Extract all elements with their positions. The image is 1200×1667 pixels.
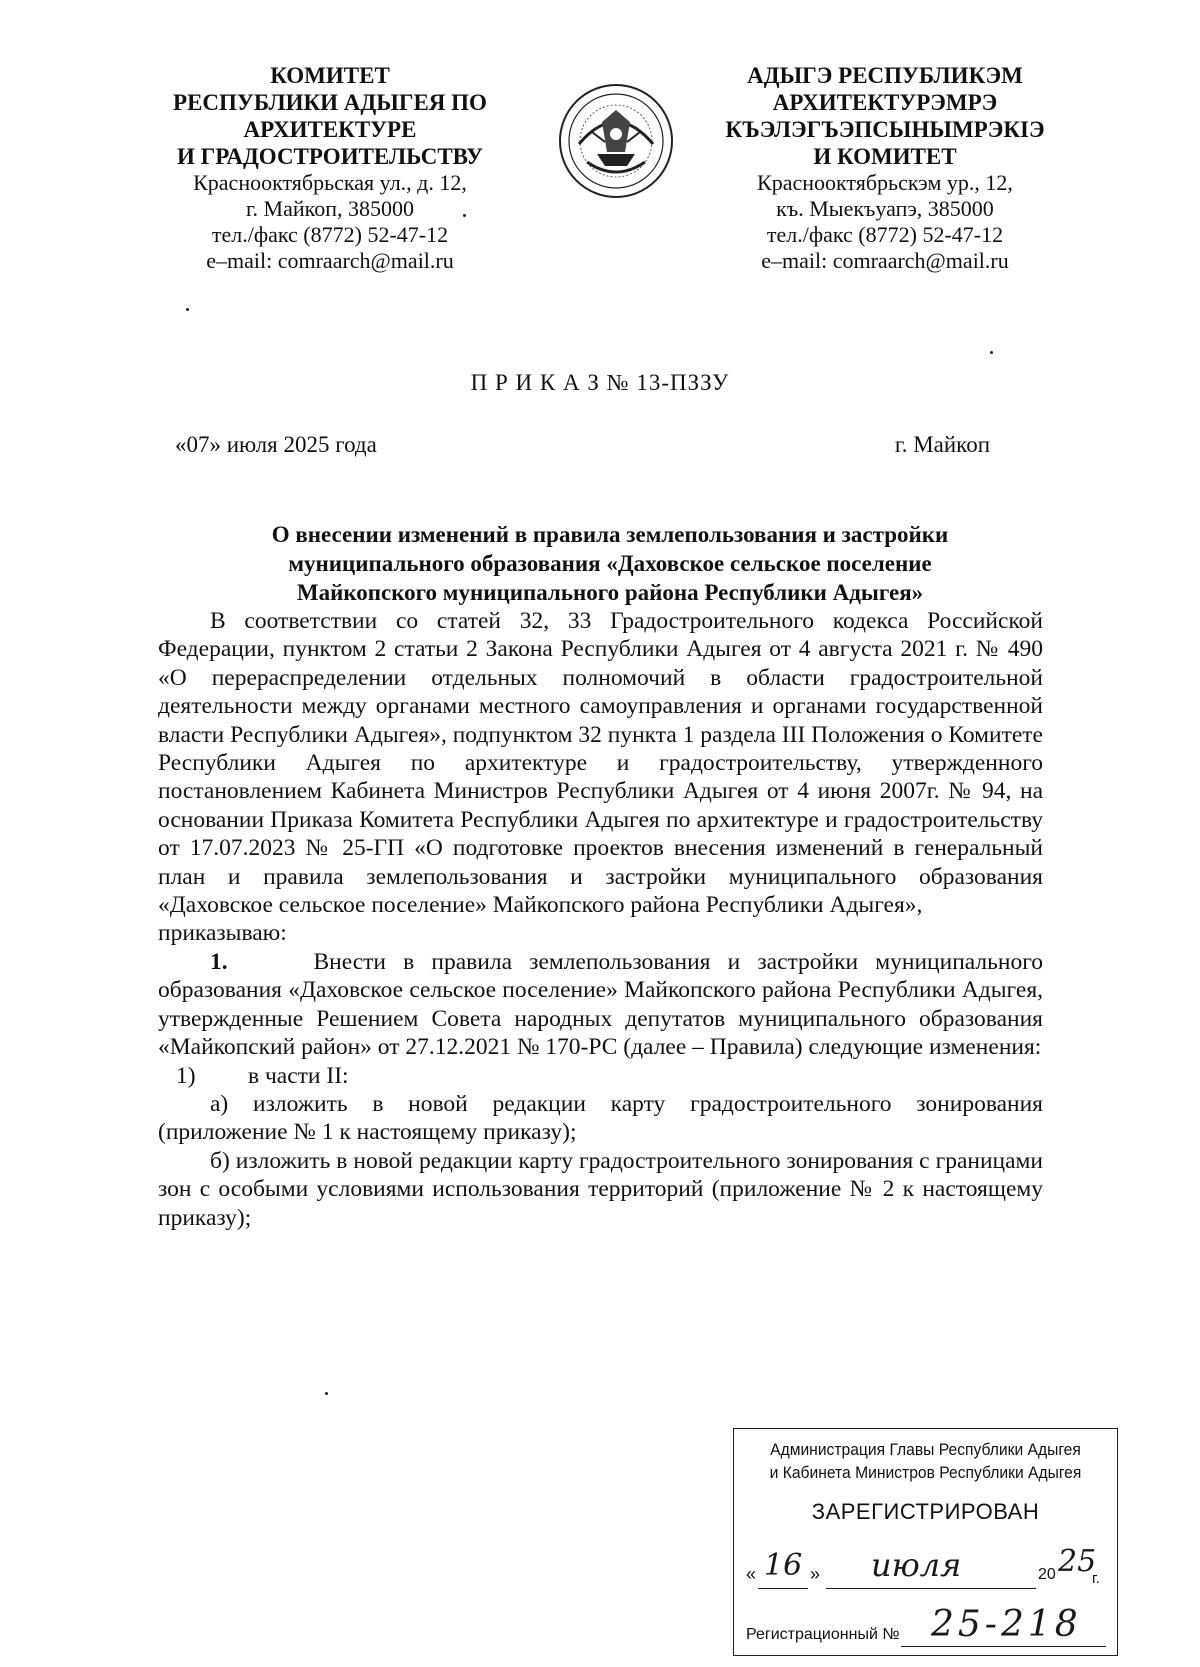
header-left bbox=[150, 62, 510, 274]
header-right-addr-1: Краснооктябрьскэм ур., 12, bbox=[757, 170, 1013, 195]
header-right-org-2: АРХИТЕКТУРЭМРЭ bbox=[772, 90, 998, 115]
republic-of-adygea-emblem-icon bbox=[557, 82, 675, 200]
header-left-addr-2: г. Майкоп, 385000 bbox=[246, 196, 414, 221]
subitem-1-text: в части II: bbox=[248, 1062, 349, 1089]
header-left-org-1: КОМИТЕТ bbox=[270, 63, 390, 88]
body-subitem-b: б) изложить в новой редакции карту градостроительного зонирования с границами зон с особыми условиями использования территорий (приложение № 2 к настоящему приказу); bbox=[158, 1147, 1043, 1231]
registration-stamp bbox=[733, 1428, 1118, 1656]
header-right bbox=[705, 62, 1065, 274]
order-subject bbox=[190, 520, 1030, 607]
body-preamble: В соответствии со статей 32, 33 Градостроительного кодекса Российской Федерации, пунктом 2 статьи 2 Закона Республики Адыгея от 4 августа 2021 г. № 490 «О перераспределении отдельных полномочий в области градостроительной деятельности между органами местного самоуправления и органами государственной власти Республики Адыгея», подпунктом 32 пункта 1 раздела III Положения о Комитете Республики Адыгея по архитектуре и градостроительству, утвержденного постановлением Кабинета Министров Республики Адыгея от 4 июня 2007г. № 94, на основании Приказа Комитета Республики Адыгея по архитектуре и градостроительству от 17.07.2023 № 25-ГП «О подготовке проектов внесения изменений в генеральный план и правила землепользования и застройки муниципального образования «Даховское сельское поселение» Майкопского района Республики Адыгея», bbox=[158, 608, 1043, 919]
scan-speck bbox=[325, 1392, 328, 1395]
stamp-month-underline bbox=[826, 1588, 1036, 1589]
item-1-number: 1. bbox=[210, 948, 228, 975]
stamp-number-line bbox=[746, 1604, 1106, 1650]
body-subitem-1 bbox=[158, 1062, 1043, 1090]
stamp-reg-number-handwritten: 25-218 bbox=[931, 1604, 1082, 1645]
body-order-word: приказываю: bbox=[158, 920, 287, 947]
stamp-org-line-2: и Кабинета Министров Республики Адыгея bbox=[769, 1463, 1082, 1482]
item-1-text: Внести в правила землепользования и застройки муниципального образования «Даховское сельское поселение» Майкопского района Республики Адыгея, утвержденные Решением Совета народных депутатов муниципального образования «Майкопский район» от 27.12.2021 № 170-РС (далее – Правила) следующие изменения: bbox=[158, 948, 1044, 1061]
subject-line-1: О внесении изменений в правила землепользования и застройки bbox=[271, 522, 949, 547]
stamp-quote-close: » bbox=[810, 1564, 821, 1584]
scan-speck bbox=[990, 351, 993, 354]
header-right-org-1: АДЫГЭ РЕСПУБЛИКЭМ bbox=[747, 63, 1023, 88]
header-left-org-3: АРХИТЕКТУРЕ bbox=[243, 117, 417, 142]
subitem-1-number: 1) bbox=[176, 1062, 196, 1089]
scan-speck bbox=[186, 308, 189, 311]
stamp-date-line bbox=[746, 1544, 1106, 1592]
stamp-reg-underline bbox=[901, 1646, 1106, 1647]
header-left-addr-1: Краснооктябрьская ул., д. 12, bbox=[193, 170, 467, 195]
subject-line-3: Майкопского муниципального района Республики Адыгея» bbox=[296, 580, 924, 605]
header-right-addr-4: e–mail: comraarch@mail.ru bbox=[761, 248, 1009, 273]
header-left-org-4: И ГРАДОСТРОИТЕЛЬСТВУ bbox=[176, 144, 484, 169]
body-item-1 bbox=[158, 948, 1043, 1062]
header-right-org-4: И КОМИТЕТ bbox=[813, 144, 957, 169]
stamp-day-handwritten: 16 bbox=[764, 1548, 803, 1583]
header-left-addr-4: e–mail: comraarch@mail.ru bbox=[206, 248, 454, 273]
stamp-org-line-1: Администрация Главы Республики Адыгея bbox=[770, 1440, 1081, 1459]
stamp-year-handwritten: 25 bbox=[1058, 1544, 1097, 1579]
order-title: П Р И К А З № 13-ПЗЗУ bbox=[470, 370, 730, 395]
body-subitem-a: а) изложить в новой редакции карту градостроительного зонирования (приложение № 1 к настоящему приказу); bbox=[158, 1090, 1043, 1146]
stamp-quote-open: « bbox=[746, 1564, 757, 1584]
order-city: г. Майкоп bbox=[894, 432, 990, 457]
header-left-org-2: РЕСПУБЛИКИ АДЫГЕЯ ПО bbox=[173, 90, 487, 115]
stamp-registered-label: ЗАРЕГИСТРИРОВАН bbox=[811, 1499, 1040, 1524]
stamp-year-suffix: г. bbox=[1092, 1570, 1100, 1587]
header-left-addr-3: тел./факс (8772) 52-47-12 bbox=[211, 222, 449, 247]
stamp-day-underline bbox=[758, 1588, 808, 1589]
order-date: «07» июля 2025 года bbox=[175, 432, 377, 457]
stamp-year-prefix: 20 bbox=[1038, 1566, 1056, 1583]
header-right-org-3: КЪЭЛЭГЪЭПСЫНЫМРЭКІЭ bbox=[725, 117, 1045, 142]
header-right-addr-3: тел./факс (8772) 52-47-12 bbox=[766, 222, 1004, 247]
subject-line-2: муниципального образования «Даховское сельское поселение bbox=[288, 551, 932, 576]
stamp-month-handwritten: июля bbox=[871, 1546, 962, 1584]
scan-speck bbox=[463, 214, 466, 217]
header-right-addr-2: къ. Мыекъуапэ, 385000 bbox=[776, 196, 994, 221]
order-body bbox=[158, 607, 1043, 1232]
stamp-reg-label: Регистрационный № bbox=[746, 1626, 900, 1643]
